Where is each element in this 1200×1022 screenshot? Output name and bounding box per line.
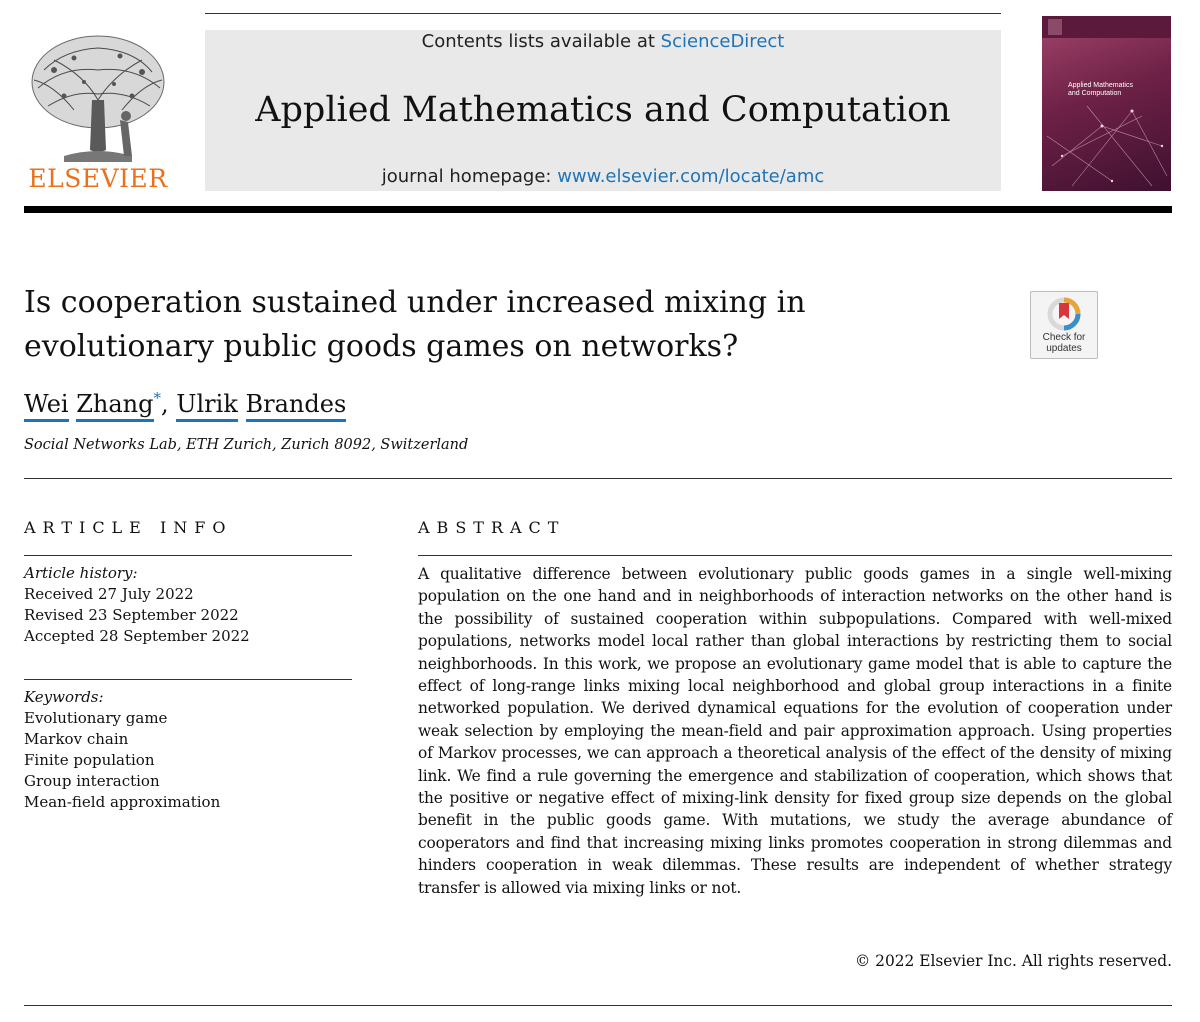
homepage-prefix: journal homepage: (381, 166, 558, 187)
keywords-label: Keywords: (24, 688, 104, 706)
keyword-item: Evolutionary game (24, 709, 168, 727)
article-info-heading: ARTICLE INFO (24, 518, 233, 537)
author-first-name[interactable]: Ulrik (176, 390, 238, 422)
paper-title: Is cooperation sustained under increased mixing in evolutionary public goods games on networks? (24, 285, 806, 364)
check-updates-line-2: updates (1046, 343, 1082, 354)
keyword-item: Markov chain (24, 730, 129, 748)
cover-title (1068, 82, 1168, 98)
contents-prefix: Contents lists available at (421, 31, 661, 52)
keyword-item: Finite population (24, 751, 155, 769)
keyword-item: Group interaction (24, 772, 160, 790)
check-for-updates-button[interactable] (1030, 291, 1098, 359)
cover-title-line-1: Applied Mathematics (1068, 82, 1133, 89)
sciencedirect-link[interactable]: ScienceDirect (660, 31, 785, 52)
abstract-rule (418, 555, 1172, 556)
abstract-body: A qualitative difference between evolutionary public goods games in a single well-mixing population on the one hand and in neighborhoods of interaction networks on the other hand is the possibility of sustained cooperation within subpopulations. Compared with well-mixed populations, networks model local rather than global interactions by restricting them to social neighborhoods. In this work, we propose an evolutionary game model that is able to capture the effect of long-range links mixing local neighborhood and global group interactions in a finite networked population. We derived dynamical equations for the evolution of cooperation under weak selection by employing the mean-field and pair approximation approach. Using properties of Markov processes, we can approach a theoretical analysis of the effect of the density of mixing link. We find a rule governing the emergence and stabilization of cooperation, which shows that the positive or negative effect of mixing-link density for fixed group size depends on the global benefit in the public goods game. With mutations, we study the average abundance of cooperators and find that increasing mixing links promotes cooperation in strong dilemmas and hinders cooperation in weak dilemmas. These results are independent of whether strategy transfer is allowed via mixing links or not. (418, 565, 1172, 897)
keyword-item: Mean-field approximation (24, 793, 221, 811)
section-rule (24, 478, 1172, 479)
check-for-updates-label (1031, 332, 1097, 354)
contents-line (205, 31, 1001, 53)
author-last-name[interactable]: Zhang (76, 390, 153, 422)
homepage-line (205, 166, 1001, 188)
article-history (24, 563, 352, 647)
check-updates-icon (1047, 297, 1081, 331)
keywords-rule (24, 679, 352, 680)
keywords-list (24, 687, 352, 813)
author-first-name[interactable]: Wei (24, 390, 69, 422)
journal-cover[interactable] (1042, 16, 1171, 191)
journal-title[interactable]: Applied Mathematics and Computation (255, 90, 951, 130)
history-label: Article history: (24, 564, 138, 582)
history-revised: Revised 23 September 2022 (24, 606, 239, 624)
author-last-name[interactable]: Brandes (246, 390, 347, 422)
journal-homepage-link[interactable]: www.elsevier.com/locate/amc (557, 166, 825, 187)
check-updates-line-1: Check for (1042, 332, 1086, 343)
footer-rule (24, 1005, 1172, 1006)
header-thick-rule (24, 206, 1172, 213)
history-received: Received 27 July 2022 (24, 585, 194, 603)
header-top-rule (205, 13, 1001, 14)
copyright-notice: © 2022 Elsevier Inc. All rights reserved. (854, 952, 1172, 970)
article-info-rule (24, 555, 352, 556)
cover-title-line-2: and Computation (1068, 90, 1122, 97)
affiliation: Social Networks Lab, ETH Zurich, Zurich 8092, Switzerland (24, 437, 469, 453)
author-list (24, 388, 346, 420)
history-accepted: Accepted 28 September 2022 (24, 627, 250, 645)
corresponding-author-mark[interactable]: * (153, 389, 161, 407)
author-separator: , (161, 390, 169, 418)
elsevier-wordmark: ELSEVIER (28, 164, 168, 193)
abstract-heading: ABSTRACT (418, 518, 566, 537)
